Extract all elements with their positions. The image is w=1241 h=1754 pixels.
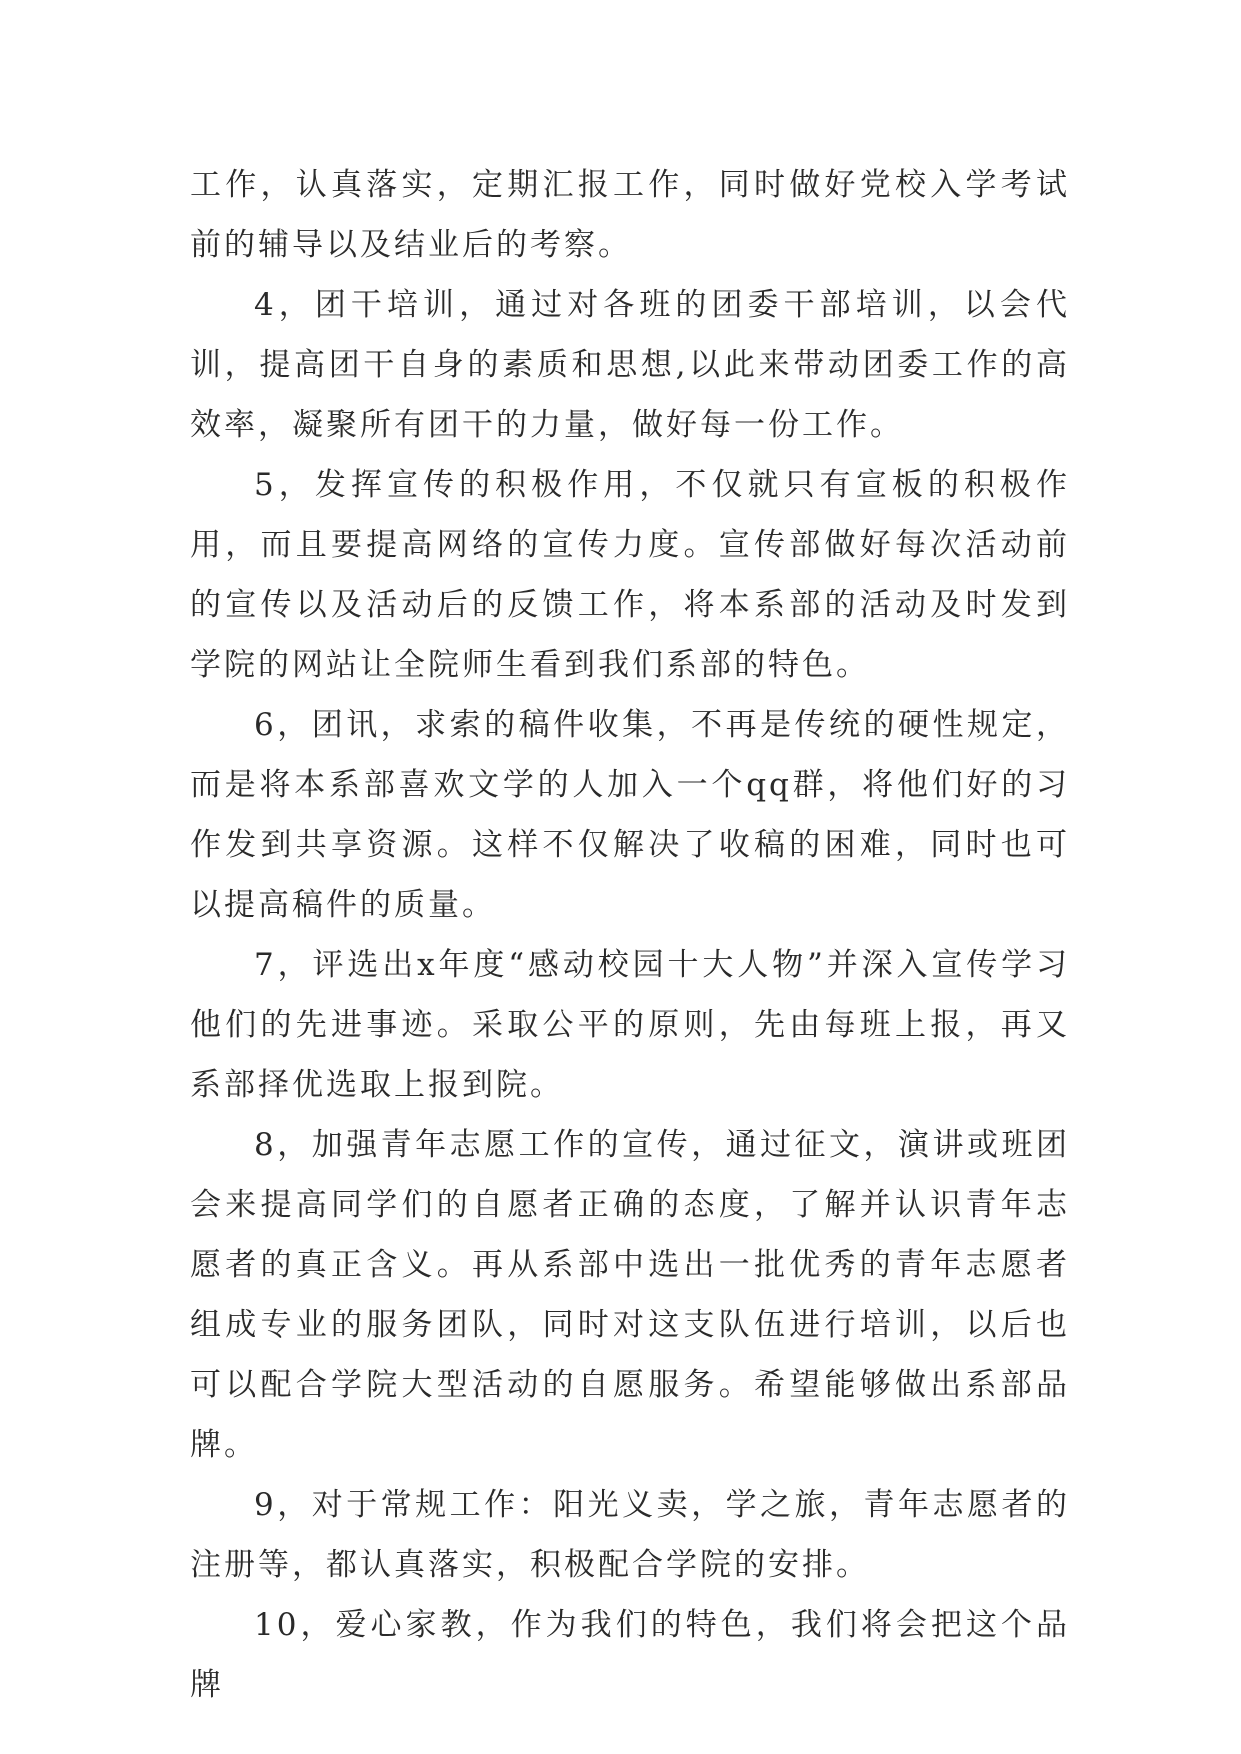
paragraph-item-10: 10，爱心家教，作为我们的特色，我们将会把这个品牌 xyxy=(190,1607,1070,1703)
paragraph-continuation: 工作，认真落实，定期汇报工作，同时做好党校入学考试前的辅导以及结业后的考察。 xyxy=(190,167,1070,263)
paragraph-item-9: 9，对于常规工作：阳光义卖，学之旅，青年志愿者的注册等，都认真落实，积极配合学院的安排。 xyxy=(190,1487,1070,1583)
paragraph-item-4: 4，团干培训，通过对各班的团委干部培训，以会代训，提高团干自身的素质和思想,以此来带动团委工作的高效率，凝聚所有团干的力量，做好每一份工作。 xyxy=(190,287,1070,443)
document-body xyxy=(190,155,1070,1715)
paragraph-item-8: 8，加强青年志愿工作的宣传，通过征文，演讲或班团会来提高同学们的自愿者正确的态度，了解并认识青年志愿者的真正含义。再从系部中选出一批优秀的青年志愿者组成专业的服务团队，同时对这支队伍进行培训，以后也可以配合学院大型活动的自愿服务。希望能够做出系部品牌。 xyxy=(190,1127,1070,1463)
paragraph-item-7: 7，评选出x年度“感动校园十大人物”并深入宣传学习他们的先进事迹。采取公平的原则，先由每班上报，再又系部择优选取上报到院。 xyxy=(190,947,1070,1103)
paragraph-item-5: 5，发挥宣传的积极作用，不仅就只有宣板的积极作用，而且要提高网络的宣传力度。宣传部做好每次活动前的宣传以及活动后的反馈工作，将本系部的活动及时发到学院的网站让全院师生看到我们系部的特色。 xyxy=(190,467,1070,683)
paragraph-item-6: 6，团讯，求索的稿件收集，不再是传统的硬性规定，而是将本系部喜欢文学的人加入一个qq群，将他们好的习作发到共享资源。这样不仅解决了收稿的困难，同时也可以提高稿件的质量。 xyxy=(190,707,1070,923)
